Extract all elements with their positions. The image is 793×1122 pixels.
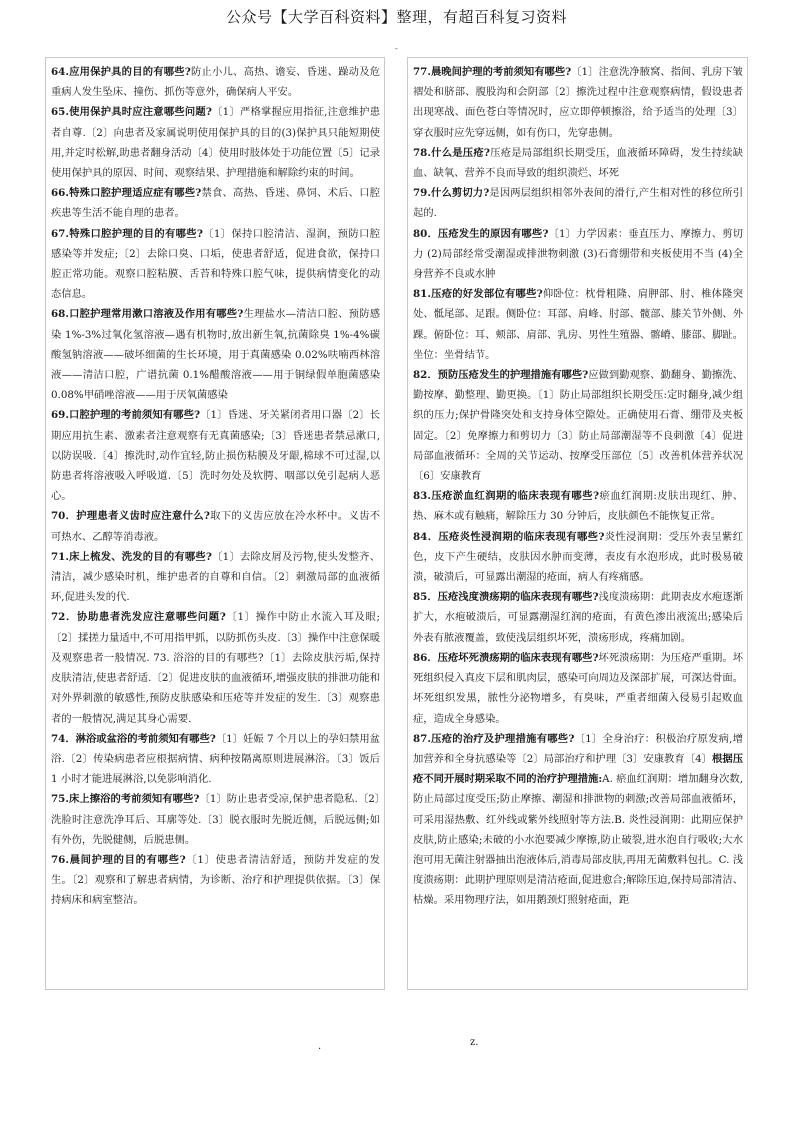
answer: 〔1〕力学因素：垂直压力、摩擦力、剪切力 (2)局部经常受潮湿或排泄物刺激 (3)石膏绷带和夹板使用不当 (4)全身营养不良或水肿 (413, 227, 743, 281)
answer: 浅度溃疡期：此期表皮水疱逐渐扩大，水疱破溃后，可显露潮湿红润的疮面，有黄色渗出液流出;感染后外表有脓液覆盖，致使浅层组织坏死，溃疡形成，疼痛加剧。 (413, 591, 743, 644)
qa-item (413, 224, 743, 285)
answer: 压疮是局部组织长期受压，血液循环障碍，发生持续缺血、缺氧、营养不良而导致的组织溃烂、坏死 (413, 146, 743, 180)
question: 80．压疮发生的原因有哪些? (413, 227, 549, 240)
answer: 〔1〕防止患者受凉,保护患者隐私.〔2〕洗脸时注意洗净耳后、耳廓等处.〔3〕脱衣服时先脱近侧，后脱远侧;如有外伤，先脱健侧，后脱患侧。 (51, 793, 380, 846)
top-mark: - (395, 44, 398, 53)
question: 85．压疮浅度溃疡期的临床表现有哪些? (413, 591, 599, 604)
answer: 〔1〕昏迷、牙关紧闭者用口器〔2〕长期应用抗生素、激素者注意观察有无真菌感染;〔3〕昏迷患者禁忌漱口,以防误吸.〔4〕擦洗时,动作宜轻,防止损伤粘膜及牙龈,棉球不可过湿,以防患者将溶液吸入呼吸道.〔5〕洗时勿处及软腭、咽部以免引起病人恶心。 (51, 409, 380, 503)
question: 64.应用保护具的目的有哪些? (51, 66, 191, 78)
question: 71.床上梳发、洗发的目的有哪些? (51, 550, 212, 563)
question: 72．协助患者洗发应注意哪些问题? (51, 611, 226, 624)
answer: 取下的义齿应放在冷水杯中。义齿不可热水、乙醇等消毒液。 (51, 510, 380, 543)
question: 83.压疮淤血红润期的临床表现有哪些? (413, 490, 600, 503)
question: 84．压疮炎性浸润期的临床表现有哪些? (413, 530, 605, 543)
question: 66.特殊口腔护理适应症有哪些? (51, 187, 202, 200)
page-header: 公众号【大学百科资料】整理，有超百科复习资料 (225, 8, 567, 26)
answer: 坏死溃疡期：为压疮严重期。坏死组织侵入真皮下层和肌肉层，感染可向周边及深部扩展，可深达骨面。坏死组织发黑，脓性分泌物增多，有臭味，严重者细菌入侵易引起败血症，造成全身感染。 (413, 651, 743, 725)
question: 74．淋浴或盆浴的考前须知有哪些? (51, 732, 216, 745)
qa-item (413, 143, 743, 183)
question: 78.什么是压疮? (413, 146, 490, 159)
question: 81.压疮的好发部位有哪些? (413, 288, 543, 301)
qa-item (51, 62, 380, 102)
question: 79.什么剪切力? (413, 187, 490, 200)
answer: 〔1〕注意洗净腋窝、指间、乳房下皱褶处和脐部、腹股沟和会阴部〔2〕擦洗过程中注意观察病情，假设患者出现寒战、面色苍白等情况时，应立即停顿擦浴，给予适当的处理〔3〕穿衣服时应先穿远侧，如有伤口，先穿患侧。 (413, 66, 743, 139)
qa-item (51, 607, 380, 728)
qa-item (51, 183, 380, 223)
answer: 瘀血红润期:皮肤出现红、肿、热、麻木或有触痛，解除压力 30 分钟后，皮肤颜色不能恢复正常。 (413, 490, 744, 523)
sub-heading: 根据压疮不同开展时期采取不同的治疗护理措施: (413, 752, 743, 786)
footer-left-mark: . (318, 1041, 322, 1052)
qa-item (413, 365, 743, 486)
qa-item (413, 648, 743, 729)
qa-item (51, 547, 380, 608)
qa-item (51, 506, 380, 546)
qa-item (413, 62, 743, 143)
answer-continued: A. 瘀血红润期：增加翻身次数,防止局部过度受压;防止摩擦、潮湿和排泄物的刺激;改善局部血液循环，可采用湿热敷、红外线或紫外线照射等方法.B. 炎性浸润期：此期应保护皮肤,防止感染;未破的小水泡要减少摩擦,防止破裂,进水泡自行吸收;大水泡可用无菌注射器抽出泡液体后,消毒局部皮肤,再用无菌敷料包扎。C. 浅度溃疡期：此期护理原则是清洁疮面,促进愈合;解除压迫,保持局部清洁、枯燥。采用物理疗法，如用鹅颈灯照射疮面，距 (413, 773, 743, 907)
answer: 〔1〕去除皮屑及污物,使头发整齐、清洁，减少感染时机，维护患者的自尊和自信。〔2〕刺激局部的血液循环,促进头发的代. (51, 550, 381, 604)
question: 65.使用保护具时应注意哪些问题? (51, 106, 212, 119)
qa-item (51, 405, 380, 506)
footer-right-mark: z. (470, 1037, 479, 1048)
question: 82．预防压疮发生的护理措施有哪些? (413, 369, 589, 382)
qa-item (51, 224, 380, 305)
answer: 生理盐水—清洁口腔、预防感染 1%-3%过氧化氢溶液—遇有机物时,放出新生氧,抗菌除臭 1%-4%碳酸氢钠溶液——破坏细菌的生长环境，用于真菌感染 0.02%呋喃西林溶液——清洁口腔，广谱抗菌 0.1%醋酸溶液——用于铜绿假单胞菌感染 0.08%甲硝唑溶液——用于厌氧菌感染 (51, 308, 381, 402)
qa-item (51, 102, 380, 183)
qa-item (413, 486, 743, 526)
qa-item (51, 789, 380, 850)
answer: 是因两层组织相邻外表间的滑行,产生相对性的移位所引起的. (413, 187, 743, 220)
qa-item (413, 527, 743, 588)
qa-item (413, 284, 743, 365)
answer: 禁食、高热、昏迷、鼻饲、术后、口腔疾患等生活不能自理的患者。 (51, 187, 381, 220)
answer: 应做到勤观察、勤翻身、勤擦洗、勤按摩、勤整理、勤更换。〔1〕防止局部组织长期受压:定时翻身,减少组织的压力;保护骨隆突处和支持身体空隙处。正确使用石膏、绷带及夹板固定。〔2〕免摩擦力和剪切力〔3〕防止局部潮湿等不良刺激〔4〕促进局部血液循环：全周的关节运动、按摩受压部位〔5〕改善机体营养状况〔6〕安康教育 (413, 369, 743, 483)
answer: 〔1〕全身治疗：积极治疗原发病,增加营养和全身抗感染等〔2〕局部治疗和护理〔3〕安康教育〔4〕 (413, 732, 744, 765)
question: 76.晨间护理的目的有哪些? (51, 853, 186, 866)
answer: 炎性浸润期：受压外表呈紫红色，皮下产生硬结，皮肤因水肿而变薄，表皮有水泡形成，此时极易破溃，破溃后，可显露出潮湿的疮面，病人有疼痛感。 (413, 530, 743, 584)
answer: 〔1〕操作中防止水流入耳及眼;〔2〕揉搓力量适中,不可用指甲抓，以防抓伤头皮.〔3〕操作中注意保暖及观察患者一般情况. 73. 浴浴的目的有哪些?〔1〕去除皮肤污垢,保持皮肤清洁,使患者舒适.〔2〕促进皮肤的血液循环,增强皮肤的排泄功能和对外界刺激的敏感性,预防皮肤感染和压疮等并发症的发生.〔3〕观察患者的一般情况,满足其身心需要. (51, 611, 380, 725)
question: 87.压疮的治疗及护理措施有哪些? (413, 732, 575, 745)
left-column (45, 57, 385, 990)
question: 86．压疮坏死溃疡期的临床表现有哪些? (413, 651, 599, 664)
question: 70．护理患者义齿时应注意什么? (51, 510, 210, 523)
answer: 仰卧位：枕骨粗隆、肩胛部、肘、椎体隆突处、骶尾部、足跟。侧卧位：耳部、肩峰、肘部、髋部、膝关节外侧、外踝。俯卧位：耳、颊部、肩部、乳房、男性生殖器、髂嵴、膝部、脚趾。坐位：坐骨结节。 (413, 288, 744, 361)
question: 69.口腔护理的考前须知有哪些? (51, 409, 201, 422)
qa-item (413, 587, 743, 648)
question: 67.特殊口腔护理的目的有哪些? (51, 227, 203, 240)
question: 68.口腔护理常用漱口溶液及作用有哪些? (51, 308, 244, 321)
qa-item (51, 729, 380, 790)
qa-item (51, 304, 380, 405)
answer: 〔1〕使患者清洁舒适，预防并发症的发生。〔2〕观察和了解患者病情，为诊断、治疗和护理提供依据。〔3〕保持病床和病室整洁。 (51, 853, 380, 907)
answer: 〔1〕妊娠 7 个月以上的孕妇禁用盆浴.〔2〕传染病患者应根据病情、病种按隔离原则进展淋浴。〔3〕饭后 1 小时才能进展淋浴,以免影响消化. (51, 732, 380, 786)
right-column (407, 57, 748, 990)
qa-item (51, 850, 380, 911)
answer: 防止小儿、高热、谵妄、昏迷、躁动及危重病人发生坠床、撞伤、抓伤等意外，确保病人平安。 (51, 66, 381, 99)
answer: 〔1〕严格掌握应用指征,注意维护患者自尊.〔2〕向患者及家属说明使用保护具的目的(3)保护具只能短期使用,并定时松解,助患者翻身活动〔4〕使用时肢体处于功能位置〔5〕记录使用保护具的原因、时间、观察结果、护理措施和解除约束的时间。 (51, 106, 381, 180)
qa-item (413, 183, 743, 223)
answer: 〔1〕保持口腔清洁、湿润，预防口腔感染等并发症;〔2〕去除口臭、口垢，使患者舒适，促进食欲，保持口腔正常功能。观察口腔粘膜、舌苔和特殊口腔气味，提供病情变化的动态信息。 (51, 227, 380, 301)
question: 77.晨晚间护理的考前须知有哪些? (413, 66, 572, 78)
qa-item (413, 729, 743, 911)
question: 75.床上擦浴的考前须知有哪些? (51, 793, 200, 806)
